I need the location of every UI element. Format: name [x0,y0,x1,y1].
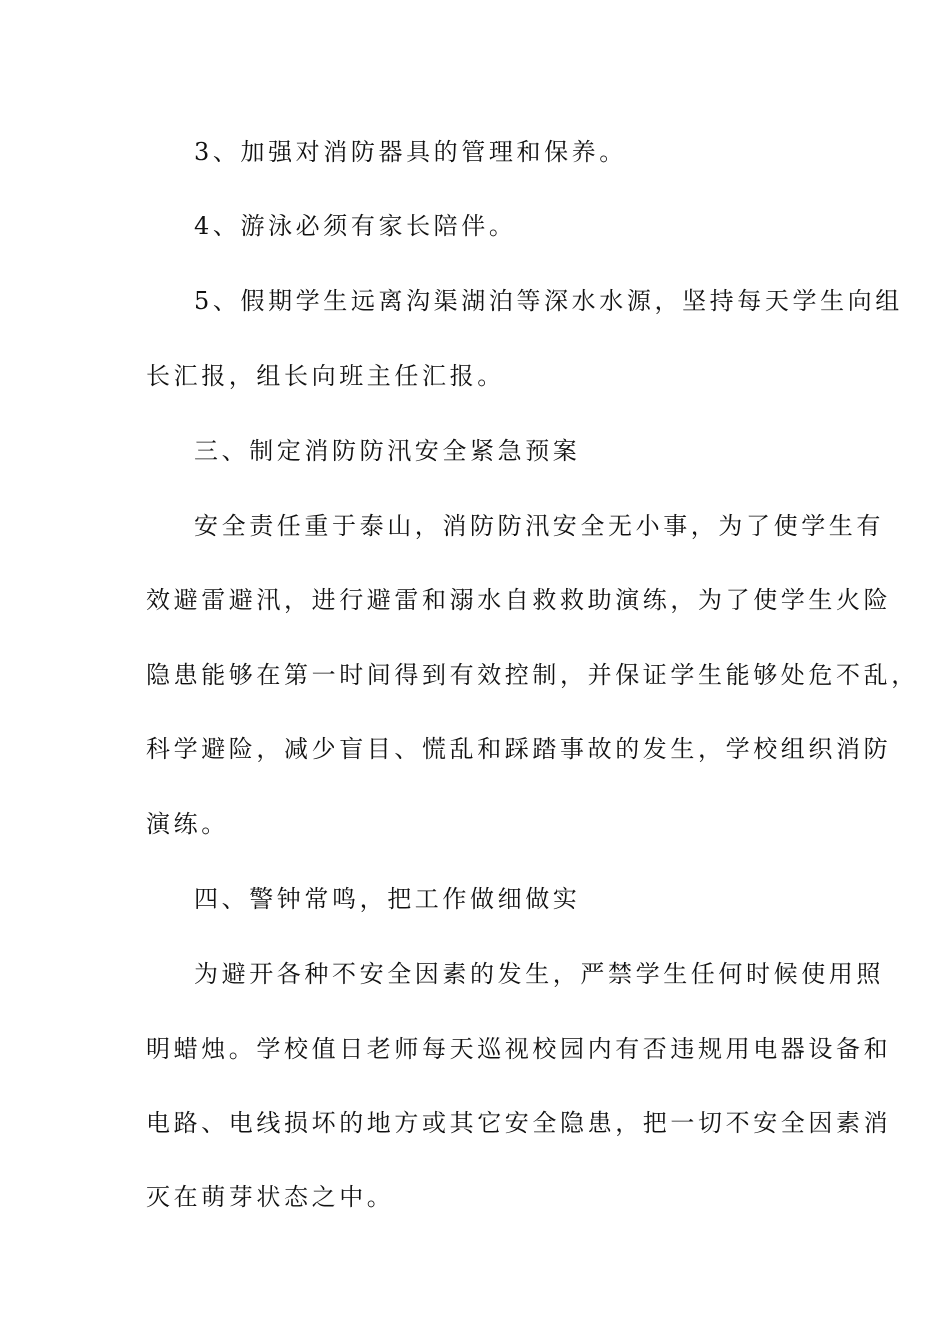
text-line: 灭在萌芽状态之中。 [146,1183,395,1211]
text-line: 安全责任重于泰山，消防防汛安全无小事，为了使学生有 [194,512,884,540]
text-line: 为避开各种不安全因素的发生，严禁学生任何时候使用照 [194,960,884,988]
text-line: 科学避险，减少盲目、慌乱和踩踏事故的发生，学校组织消防 [146,735,892,763]
text-line: 效避雷避汛，进行避雷和溺水自救救助演练，为了使学生火险 [146,586,892,614]
section-heading: 三、制定消防防汛安全紧急预案 [194,437,581,465]
text-line: 长汇报，组长向班主任汇报。 [146,362,505,390]
text-line: 4、游泳必须有家长陪伴。 [194,212,517,240]
text-line: 隐患能够在第一时间得到有效控制，并保证学生能够处危不乱， [146,661,919,689]
text-line: 演练。 [146,810,229,838]
text-line: 明蜡烛。学校值日老师每天巡视校园内有否违规用电器设备和 [146,1035,892,1063]
text-line: 3、加强对消防器具的管理和保养。 [194,138,627,166]
section-heading: 四、警钟常鸣，把工作做细做实 [194,885,581,913]
text-line: 电路、电线损坏的地方或其它安全隐患，把一切不安全因素消 [146,1109,892,1137]
text-line: 5、假期学生远离沟渠湖泊等深水水源，坚持每天学生向组 [194,287,903,315]
